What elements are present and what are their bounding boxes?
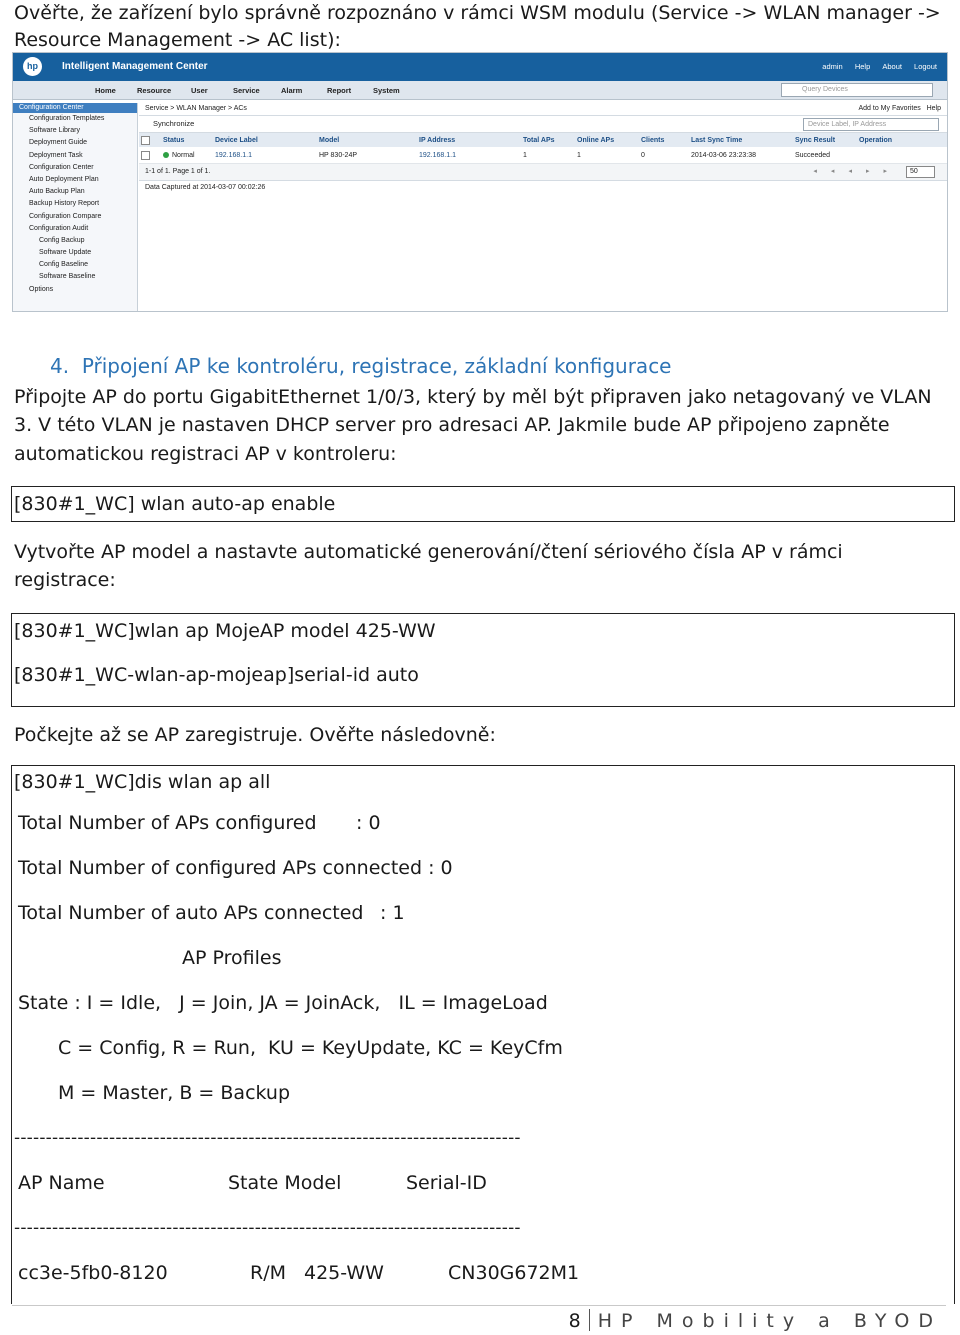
page-number: 8	[568, 1310, 581, 1332]
sidebar-sub-item[interactable]: Config Baseline	[39, 261, 89, 269]
output-configured-connected	[12, 846, 954, 891]
pager-text: 1-1 of 1. Page 1 of 1.	[145, 168, 211, 175]
output-label: Total Number of APs configured	[18, 812, 317, 834]
imc-menu-bar	[13, 81, 947, 100]
menu-user[interactable]: User	[191, 86, 208, 95]
col-model[interactable]: Model	[317, 133, 417, 147]
sidebar-item[interactable]: Backup History Report	[29, 200, 100, 208]
filter-input[interactable]: Device Label, IP Address	[803, 118, 939, 131]
col-total-aps[interactable]: Total APs	[521, 133, 575, 147]
sidebar-item[interactable]: Auto Deployment Plan	[29, 175, 99, 183]
imc-main	[139, 103, 947, 311]
section-heading	[50, 352, 944, 381]
output-state-line-2: C = Config, R = Run, KU = KeyUpdate, KC = KeyCfm	[58, 1037, 563, 1059]
sidebar-item[interactable]: Configuration Audit	[29, 224, 89, 232]
section-title: Připojení AP ke kontroléru, registrace, základní konfigurace	[81, 354, 672, 378]
breadcrumb-text[interactable]: Service > WLAN Manager > ACs	[145, 105, 247, 112]
output-command: [830#1_WC]dis wlan ap all	[14, 771, 271, 793]
menu-resource[interactable]: Resource	[137, 86, 172, 95]
command-box-1	[11, 486, 955, 522]
hp-logo: hp	[23, 57, 42, 76]
output-divider: --------------------------------------------------------------------------------	[14, 1128, 521, 1148]
footer-title: HP Mobility a BYOD	[597, 1310, 942, 1332]
sidebar-header: Configuration Center	[13, 103, 137, 113]
document-body	[14, 352, 944, 1304]
col-online-aps[interactable]: Online APs	[575, 133, 639, 147]
table-header-row	[139, 133, 947, 147]
output-state-line-1: State : I = Idle, J = Join, JA = JoinAck, IL = ImageLoad	[18, 992, 548, 1014]
imc-screenshot	[12, 52, 948, 312]
row-checkbox[interactable]	[141, 151, 150, 160]
imc-brand: Intelligent Management Center	[62, 61, 208, 72]
ac-table	[139, 133, 947, 164]
menu-system[interactable]: System	[373, 86, 400, 95]
output-auto-connected	[12, 891, 954, 936]
sidebar-sub-item[interactable]: Software Update	[39, 249, 92, 257]
col-ip-address[interactable]: IP Address	[417, 133, 521, 147]
table-row	[139, 147, 947, 164]
page-footer	[569, 1309, 942, 1332]
sidebar-item[interactable]: Deployment Task	[29, 151, 83, 159]
output-total-configured	[12, 801, 954, 846]
breadcrumb	[139, 103, 947, 116]
command-line: [830#1_WC]wlan ap MojeAP model 425-WW	[14, 619, 436, 642]
output-state-line-3: M = Master, B = Backup	[58, 1082, 291, 1104]
sidebar-sub-item[interactable]: Software Baseline	[39, 273, 96, 281]
menu-report[interactable]: Report	[327, 86, 352, 95]
sidebar-sub-item[interactable]: Config Backup	[39, 236, 85, 244]
user-link-logout[interactable]: Logout	[914, 62, 937, 71]
footer-separator	[589, 1309, 590, 1331]
cell-operation[interactable]	[857, 147, 947, 164]
ap-model: 425-WW	[304, 1262, 384, 1284]
user-link-about[interactable]: About	[882, 62, 902, 71]
pager	[139, 164, 947, 181]
ap-state: R/M	[250, 1262, 286, 1284]
help-link[interactable]: Help	[926, 105, 941, 112]
col-serial-id: Serial-ID	[406, 1172, 487, 1194]
col-status[interactable]: Status	[161, 133, 213, 147]
footer-divider	[12, 1305, 946, 1306]
synchronize-button[interactable]: Synchronize	[153, 119, 195, 128]
output-header-row	[12, 1161, 954, 1206]
sidebar-item[interactable]: Configuration Templates	[29, 115, 105, 122]
imc-sidebar	[13, 103, 138, 311]
col-sync-result[interactable]: Sync Result	[793, 133, 857, 147]
status-normal-icon	[163, 152, 169, 158]
sidebar-item[interactable]: Software Library	[29, 127, 80, 135]
menu-home[interactable]: Home	[95, 86, 116, 95]
user-links	[812, 62, 937, 71]
paragraph-verify: Počkejte až se AP zaregistruje. Ověřte následovně:	[14, 723, 496, 746]
cell-online-aps: 1	[575, 147, 639, 164]
query-devices-input[interactable]: Query Devices	[781, 83, 933, 97]
ap-serial: CN30G672M1	[448, 1262, 580, 1284]
cell-status: Normal	[172, 151, 195, 159]
user-link-help[interactable]: Help	[854, 62, 871, 71]
data-captured: Data Captured at 2014-03-07 00:02:26	[145, 184, 266, 191]
intro-paragraph: Ověřte, že zařízení bylo správně rozpoznáno v rámci WSM modulu (Service -> WLAN manager -> Resource Management -> AC list):	[14, 2, 941, 51]
output-value: : 1	[380, 902, 405, 924]
output-ap-profiles: AP Profiles	[182, 947, 282, 969]
command-line: [830#1_WC-wlan-ap-mojeap]serial-id auto	[14, 663, 419, 686]
command-line: [830#1_WC] wlan auto-ap enable	[14, 493, 336, 515]
cell-ip[interactable]: 192.168.1.1	[417, 147, 521, 164]
menu-service[interactable]: Service	[233, 86, 260, 95]
cell-last-sync: 2014-03-06 23:23:38	[689, 147, 793, 164]
col-clients[interactable]: Clients	[639, 133, 689, 147]
output-label: Total Number of auto APs connected	[18, 902, 364, 924]
paragraph-connect: Připojte AP do portu GigabitEthernet 1/0/3, který by měl být připraven jako netagovaný ve VLAN 3. V této VLAN je nastaven DHCP server pro adresaci AP. Jakmile bude AP připojeno zapněte automatickou registraci AP v kontroleru:	[14, 385, 932, 465]
user-link-admin[interactable]: admin	[822, 62, 843, 71]
col-ap-name: AP Name	[18, 1172, 105, 1194]
cell-total-aps: 1	[521, 147, 575, 164]
output-value: : 0	[428, 857, 453, 879]
output-value: : 0	[356, 812, 381, 834]
page-size-select[interactable]: 50	[906, 166, 935, 178]
sidebar-item[interactable]: Configuration Compare	[29, 212, 102, 220]
cell-clients: 0	[639, 147, 689, 164]
col-operation[interactable]: Operation	[857, 133, 947, 147]
pager-nav-icons[interactable]: ◂◂◂▸▸	[813, 168, 901, 175]
imc-header	[13, 53, 947, 81]
section-number: 4.	[50, 354, 70, 378]
sidebar-item-options[interactable]: Options	[29, 285, 54, 293]
sidebar-item[interactable]: Deployment Guide	[29, 139, 87, 147]
col-state-model: State Model	[228, 1172, 342, 1194]
command-box-2	[11, 613, 955, 707]
sidebar-item[interactable]: Configuration Center	[29, 163, 94, 171]
toolbar	[139, 116, 947, 133]
ap-name: cc3e-5fb0-8120	[18, 1262, 168, 1284]
add-favorites-link[interactable]: Add to My Favorites	[858, 105, 921, 112]
sidebar-item[interactable]: Auto Backup Plan	[29, 188, 85, 196]
output-divider: --------------------------------------------------------------------------------	[14, 1218, 521, 1238]
output-label: Total Number of configured APs connected	[18, 857, 423, 879]
cell-device-label[interactable]: 192.168.1.1	[213, 147, 317, 164]
output-ap-row	[12, 1251, 954, 1296]
cell-model: HP 830-24P	[317, 147, 417, 164]
col-last-sync[interactable]: Last Sync Time	[689, 133, 793, 147]
menu-alarm[interactable]: Alarm	[281, 86, 303, 95]
paragraph-model: Vytvořte AP model a nastavte automatické generování/čtení sériového čísla AP v rámci registrace:	[14, 540, 843, 591]
col-device-label[interactable]: Device Label	[213, 133, 317, 147]
command-output-box	[11, 765, 955, 1304]
cell-sync-result: Succeeded	[793, 147, 857, 164]
select-all-checkbox[interactable]	[141, 136, 150, 145]
